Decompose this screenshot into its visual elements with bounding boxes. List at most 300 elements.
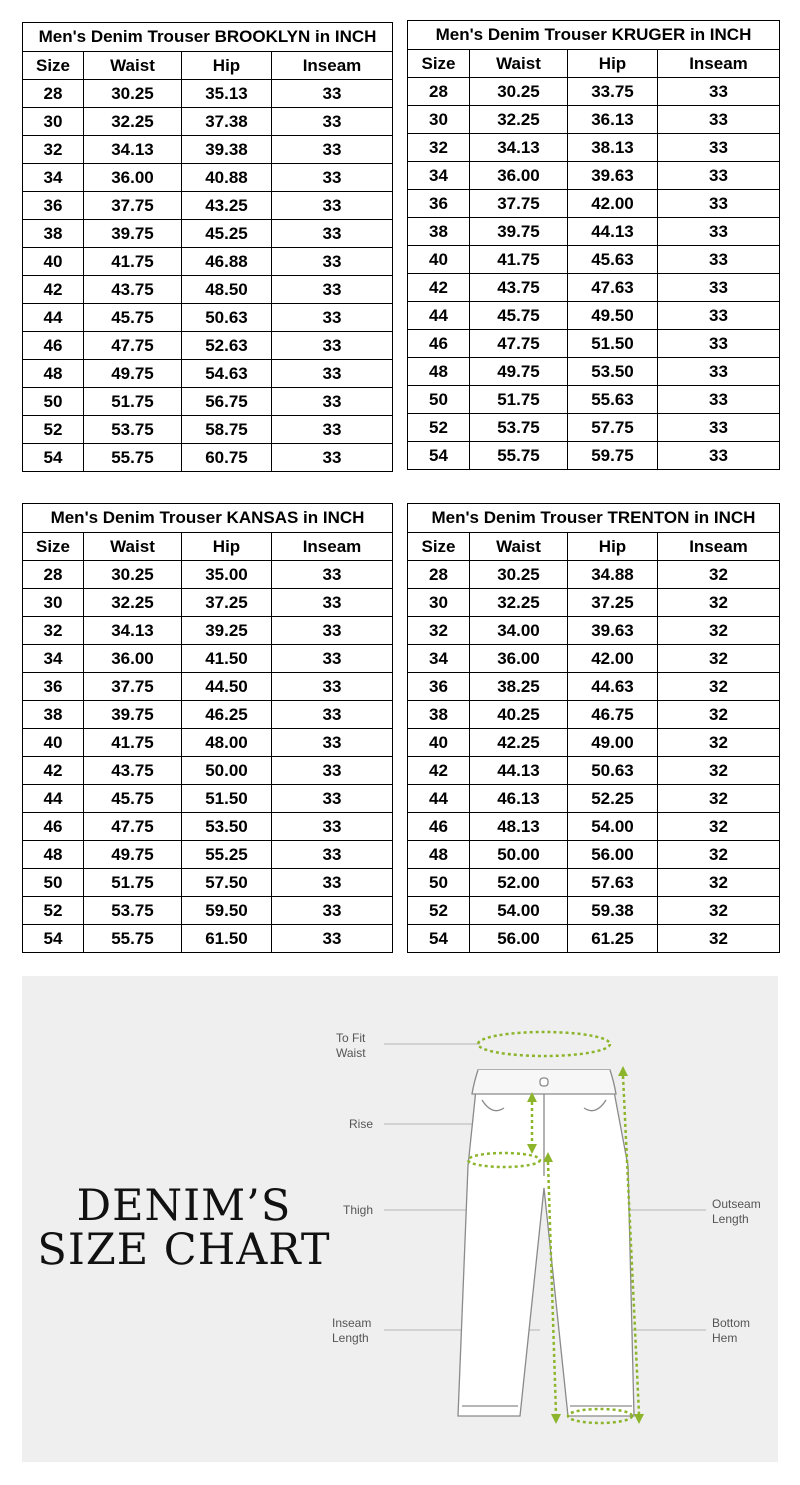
hip-cell: 38.13 [568,134,658,162]
col-waist: Waist [84,533,182,561]
col-hip: Hip [182,52,272,80]
hip-cell: 49.50 [568,302,658,330]
waist-cell: 55.75 [84,444,182,472]
waist-cell: 34.13 [470,134,568,162]
table-row [408,785,780,813]
waist-cell: 46.13 [470,785,568,813]
waist-cell: 32.25 [84,108,182,136]
col-hip: Hip [182,533,272,561]
inseam-cell: 33 [272,729,393,757]
col-inseam: Inseam [658,533,780,561]
col-inseam: Inseam [272,533,393,561]
waist-cell: 34.00 [470,617,568,645]
size-cell: 28 [23,80,84,108]
col-waist: Waist [84,52,182,80]
hip-cell: 40.88 [182,164,272,192]
waist-cell: 43.75 [84,276,182,304]
table-row [408,925,780,953]
table-title: Men's Denim Trouser TRENTON in INCH [407,503,780,532]
col-waist: Waist [470,50,568,78]
inseam-cell: 32 [658,841,780,869]
inseam-cell: 33 [658,246,780,274]
hip-cell: 48.50 [182,276,272,304]
hip-cell: 44.63 [568,673,658,701]
inseam-cell: 33 [658,78,780,106]
waist-cell: 45.75 [84,785,182,813]
waist-cell: 32.25 [470,106,568,134]
waist-cell: 53.75 [84,416,182,444]
inseam-cell: 32 [658,925,780,953]
waist-cell: 36.00 [470,162,568,190]
table-row [23,729,393,757]
table-row [408,442,780,470]
size-cell: 52 [23,897,84,925]
waist-cell: 56.00 [470,925,568,953]
size-cell: 46 [23,813,84,841]
size-cell: 44 [23,785,84,813]
table-row [23,617,393,645]
hip-cell: 33.75 [568,78,658,106]
hip-cell: 60.75 [182,444,272,472]
table-row [408,701,780,729]
waist-cell: 34.13 [84,136,182,164]
size-cell: 34 [23,164,84,192]
hip-cell: 48.00 [182,729,272,757]
size-cell: 36 [23,673,84,701]
hip-cell: 54.63 [182,360,272,388]
table-row [408,106,780,134]
size-cell: 32 [408,617,470,645]
hip-cell: 44.50 [182,673,272,701]
hip-cell: 39.25 [182,617,272,645]
inseam-cell: 33 [272,869,393,897]
size-cell: 40 [23,248,84,276]
size-cell: 50 [23,388,84,416]
waist-cell: 36.00 [84,645,182,673]
waist-cell: 37.75 [84,192,182,220]
waist-cell: 43.75 [84,757,182,785]
size-cell: 30 [408,589,470,617]
waist-cell: 42.25 [470,729,568,757]
waist-cell: 30.25 [470,78,568,106]
hip-cell: 57.50 [182,869,272,897]
size-cell: 44 [408,785,470,813]
inseam-cell: 33 [272,416,393,444]
table-row [23,925,393,953]
size-cell: 40 [408,729,470,757]
label-hem: Bottom Hem [712,1316,751,1345]
inseam-cell: 33 [272,192,393,220]
inseam-cell: 33 [272,897,393,925]
waist-cell: 50.00 [470,841,568,869]
size-cell: 46 [408,813,470,841]
hip-cell: 39.63 [568,162,658,190]
table-row [23,80,393,108]
table-row [408,813,780,841]
hip-cell: 39.63 [568,617,658,645]
col-hip: Hip [568,533,658,561]
table-row [408,274,780,302]
hip-cell: 43.25 [182,192,272,220]
inseam-cell: 32 [658,785,780,813]
inseam-cell: 32 [658,673,780,701]
inseam-cell: 33 [658,414,780,442]
hip-cell: 39.38 [182,136,272,164]
hip-cell: 34.88 [568,561,658,589]
inseam-cell: 33 [272,561,393,589]
table-title: Men's Denim Trouser KANSAS in INCH [22,503,393,532]
waist-cell: 48.13 [470,813,568,841]
size-cell: 36 [23,192,84,220]
table-row [408,162,780,190]
hip-cell: 57.75 [568,414,658,442]
size-table-brooklyn [22,22,393,472]
waist-cell: 44.13 [470,757,568,785]
waist-cell: 39.75 [470,218,568,246]
table-row [408,869,780,897]
waist-cell: 47.75 [470,330,568,358]
hip-cell: 55.25 [182,841,272,869]
size-cell: 50 [23,869,84,897]
table-row [408,589,780,617]
diagram-title [22,1181,346,1275]
inseam-cell: 33 [658,162,780,190]
size-cell: 44 [23,304,84,332]
table-row [408,757,780,785]
size-cell: 40 [23,729,84,757]
size-cell: 46 [23,332,84,360]
size-cell: 38 [408,218,470,246]
waist-cell: 30.25 [84,80,182,108]
inseam-cell: 33 [272,673,393,701]
col-waist: Waist [470,533,568,561]
inseam-cell: 33 [658,330,780,358]
waist-cell: 37.75 [84,673,182,701]
table-row [408,673,780,701]
table-row [23,220,393,248]
waist-cell: 53.75 [470,414,568,442]
waist-cell: 51.75 [84,388,182,416]
inseam-cell: 32 [658,757,780,785]
size-cell: 34 [23,645,84,673]
waist-cell: 39.75 [84,220,182,248]
hip-cell: 59.50 [182,897,272,925]
hip-cell: 37.25 [182,589,272,617]
inseam-cell: 33 [272,388,393,416]
inseam-cell: 32 [658,617,780,645]
waist-cell: 49.75 [470,358,568,386]
label-inseam: Inseam Length [332,1316,372,1345]
table-row [408,134,780,162]
size-cell: 32 [408,134,470,162]
inseam-cell: 33 [272,136,393,164]
table-row [408,617,780,645]
inseam-cell: 33 [272,164,393,192]
size-cell: 54 [408,925,470,953]
hip-cell: 50.00 [182,757,272,785]
inseam-cell: 32 [658,701,780,729]
waist-cell: 45.75 [470,302,568,330]
inseam-cell: 32 [658,589,780,617]
size-cell: 52 [408,414,470,442]
size-table-kruger [407,20,780,470]
inseam-cell: 33 [658,442,780,470]
waist-cell: 32.25 [470,589,568,617]
table-row [408,561,780,589]
inseam-cell: 33 [272,757,393,785]
size-cell: 48 [408,358,470,386]
waist-cell: 30.25 [470,561,568,589]
waist-cell: 55.75 [470,442,568,470]
table-row [408,246,780,274]
size-cell: 30 [23,108,84,136]
waist-cell: 51.75 [84,869,182,897]
hip-cell: 58.75 [182,416,272,444]
table-row [23,897,393,925]
header-row [23,533,393,561]
denim-measurement-diagram [22,976,778,1462]
size-cell: 28 [408,561,470,589]
waist-cell: 47.75 [84,332,182,360]
waist-cell: 53.75 [84,897,182,925]
hip-cell: 50.63 [568,757,658,785]
title-line-2: SIZE CHART [37,1225,331,1275]
waist-cell: 55.75 [84,925,182,953]
hip-cell: 41.50 [182,645,272,673]
table-row [408,386,780,414]
hip-cell: 56.75 [182,388,272,416]
hip-cell: 37.25 [568,589,658,617]
table-row [408,414,780,442]
hip-cell: 50.63 [182,304,272,332]
col-inseam: Inseam [272,52,393,80]
label-rise: Rise [349,1117,374,1131]
inseam-cell: 33 [272,617,393,645]
hip-cell: 37.38 [182,108,272,136]
table-row [23,164,393,192]
hip-cell: 61.50 [182,925,272,953]
size-cell: 54 [23,925,84,953]
size-cell: 50 [408,869,470,897]
hip-cell: 59.75 [568,442,658,470]
table-row [408,330,780,358]
table-row [408,897,780,925]
hip-cell: 46.75 [568,701,658,729]
hip-cell: 47.63 [568,274,658,302]
col-size: Size [23,52,84,80]
inseam-cell: 33 [272,701,393,729]
table-row [23,276,393,304]
size-cell: 32 [23,136,84,164]
table-row [408,645,780,673]
table-row [23,813,393,841]
hip-cell: 61.25 [568,925,658,953]
size-cell: 38 [23,701,84,729]
hip-cell: 45.25 [182,220,272,248]
table-row [23,248,393,276]
inseam-cell: 33 [272,360,393,388]
inseam-cell: 33 [658,218,780,246]
table-row [408,302,780,330]
table-row [23,701,393,729]
inseam-cell: 33 [658,358,780,386]
table-title: Men's Denim Trouser BROOKLYN in INCH [22,22,393,51]
hip-cell: 35.00 [182,561,272,589]
inseam-cell: 33 [272,444,393,472]
inseam-cell: 33 [272,332,393,360]
table-row [23,673,393,701]
inseam-cell: 33 [272,813,393,841]
table-row [408,78,780,106]
col-size: Size [408,50,470,78]
size-cell: 42 [23,757,84,785]
col-hip: Hip [568,50,658,78]
inseam-cell: 33 [272,108,393,136]
hip-cell: 46.88 [182,248,272,276]
inseam-cell: 32 [658,645,780,673]
size-cell: 28 [408,78,470,106]
header-row [408,533,780,561]
size-cell: 54 [23,444,84,472]
inseam-cell: 32 [658,869,780,897]
waist-cell: 49.75 [84,841,182,869]
inseam-cell: 33 [272,248,393,276]
table-row [23,645,393,673]
waist-cell: 41.75 [84,248,182,276]
inseam-cell: 33 [272,276,393,304]
hip-cell: 51.50 [182,785,272,813]
inseam-cell: 33 [272,220,393,248]
inseam-cell: 33 [658,134,780,162]
waist-cell: 34.13 [84,617,182,645]
size-cell: 36 [408,673,470,701]
jeans-outline [458,1070,634,1416]
size-cell: 28 [23,561,84,589]
inseam-cell: 33 [272,304,393,332]
header-row [23,52,393,80]
inseam-cell: 33 [658,302,780,330]
table-row [23,108,393,136]
size-cell: 30 [408,106,470,134]
size-cell: 40 [408,246,470,274]
size-cell: 34 [408,645,470,673]
table-title: Men's Denim Trouser KRUGER in INCH [407,20,780,49]
inseam-cell: 33 [272,80,393,108]
hip-cell: 42.00 [568,645,658,673]
inseam-cell: 33 [272,589,393,617]
table-row [23,785,393,813]
waist-cell: 45.75 [84,304,182,332]
size-cell: 48 [23,360,84,388]
inseam-cell: 33 [658,274,780,302]
waist-cell: 41.75 [84,729,182,757]
table-row [23,444,393,472]
table-row [23,388,393,416]
table-row [408,729,780,757]
hip-cell: 45.63 [568,246,658,274]
waist-cell: 32.25 [84,589,182,617]
size-table-trenton [407,503,780,953]
size-cell: 48 [408,841,470,869]
label-thigh: Thigh [343,1203,374,1217]
waist-cell: 38.25 [470,673,568,701]
size-cell: 34 [408,162,470,190]
size-table-kansas [22,503,393,953]
waist-cell: 43.75 [470,274,568,302]
table-row [23,192,393,220]
col-size: Size [23,533,84,561]
size-cell: 30 [23,589,84,617]
hip-cell: 52.63 [182,332,272,360]
table-row [23,360,393,388]
inseam-cell: 32 [658,897,780,925]
hip-cell: 53.50 [568,358,658,386]
table-row [408,358,780,386]
table-row [23,841,393,869]
header-row [408,50,780,78]
inseam-cell: 32 [658,729,780,757]
hip-cell: 35.13 [182,80,272,108]
waist-cell: 54.00 [470,897,568,925]
label-waist: To Fit Waist [336,1031,366,1060]
hip-cell: 44.13 [568,218,658,246]
table-row [408,190,780,218]
hip-cell: 53.50 [182,813,272,841]
table-row [408,841,780,869]
inseam-cell: 32 [658,561,780,589]
size-cell: 42 [408,757,470,785]
size-cell: 52 [23,416,84,444]
waist-cell: 37.75 [470,190,568,218]
inseam-cell: 33 [658,190,780,218]
hip-cell: 54.00 [568,813,658,841]
hip-cell: 55.63 [568,386,658,414]
size-cell: 38 [408,701,470,729]
col-inseam: Inseam [658,50,780,78]
hip-cell: 49.00 [568,729,658,757]
waist-cell: 40.25 [470,701,568,729]
waist-cell: 30.25 [84,561,182,589]
col-size: Size [408,533,470,561]
waist-cell: 47.75 [84,813,182,841]
waist-cell: 52.00 [470,869,568,897]
label-outseam: Outseam Length [712,1197,761,1226]
inseam-cell: 33 [272,785,393,813]
waist-cell: 36.00 [470,645,568,673]
inseam-cell: 33 [272,645,393,673]
inseam-cell: 33 [658,386,780,414]
size-cell: 36 [408,190,470,218]
size-cell: 44 [408,302,470,330]
title-line-1: DENIM’S [76,1181,292,1231]
size-cell: 42 [23,276,84,304]
table-row [23,561,393,589]
waist-cell: 51.75 [470,386,568,414]
size-cell: 42 [408,274,470,302]
size-cell: 38 [23,220,84,248]
hip-cell: 46.25 [182,701,272,729]
table-row [23,332,393,360]
table-row [23,136,393,164]
table-row [408,218,780,246]
table-row [23,589,393,617]
size-cell: 46 [408,330,470,358]
size-cell: 54 [408,442,470,470]
table-row [23,416,393,444]
table-row [23,757,393,785]
waist-cell: 36.00 [84,164,182,192]
size-cell: 32 [23,617,84,645]
